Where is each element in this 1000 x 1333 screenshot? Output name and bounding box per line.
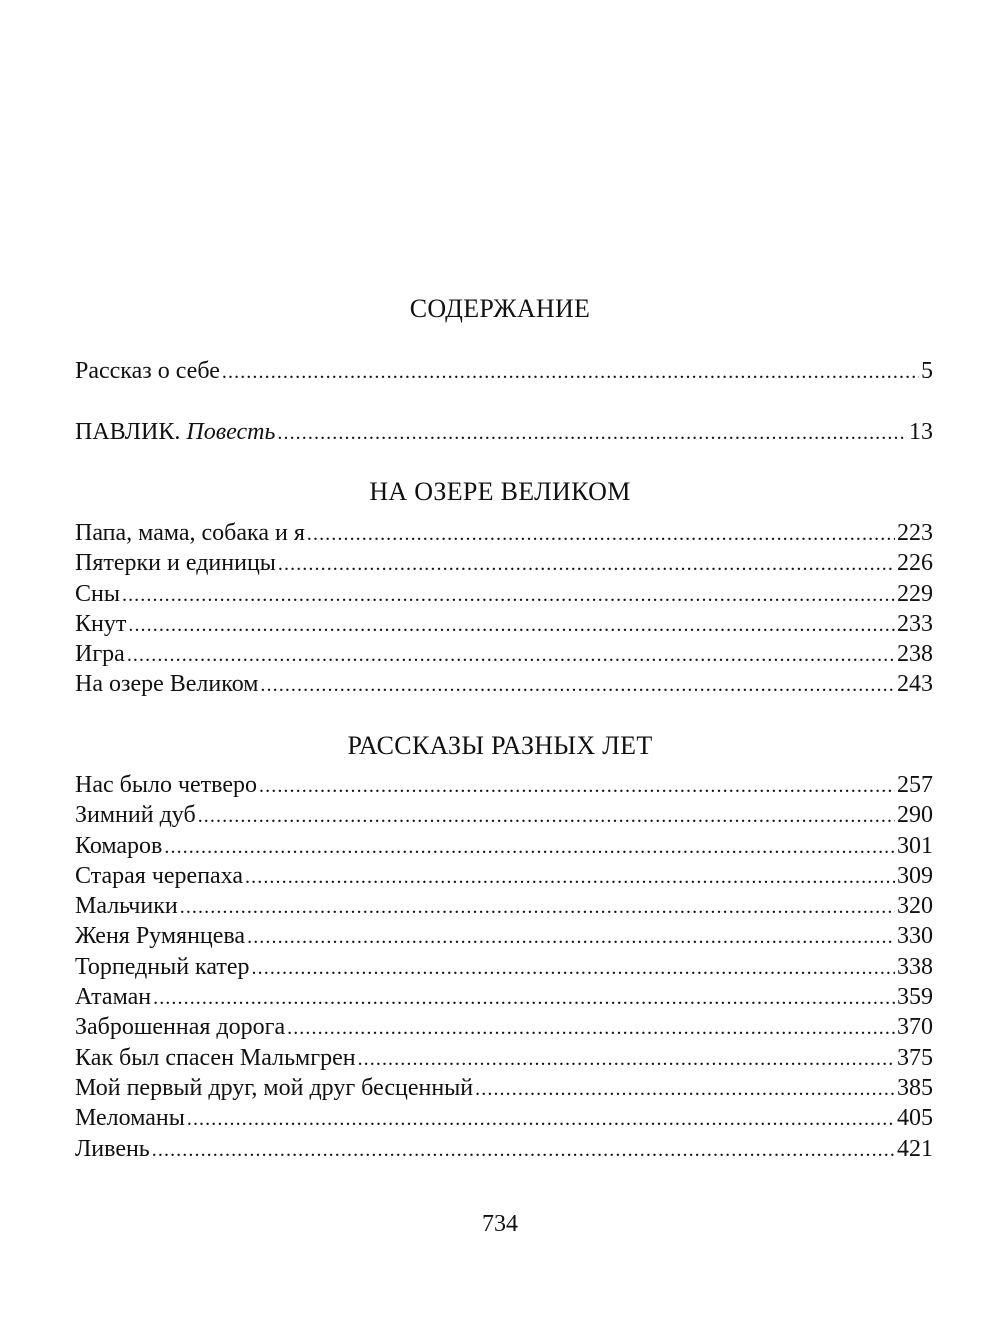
toc-entry-page: 223	[897, 520, 933, 546]
toc-entry-title: Зимний дуб	[75, 802, 196, 829]
toc-entry	[75, 417, 933, 447]
dot-leader	[358, 1044, 895, 1074]
toc-entry-title: Нас было четверо	[75, 772, 258, 798]
dot-leader	[164, 832, 895, 862]
dot-leader	[245, 862, 895, 892]
dot-leader	[260, 670, 895, 700]
toc-entry	[75, 1043, 933, 1073]
dot-leader	[127, 640, 895, 670]
toc-entry-page: 301	[897, 832, 933, 859]
toc-entry-title: Мальчики	[75, 893, 178, 920]
toc-entry	[75, 1134, 933, 1164]
dot-leader	[252, 953, 895, 983]
toc-entry	[75, 548, 933, 578]
toc-entry-title: Заброшенная дорога	[75, 1014, 286, 1041]
toc-entry-page: 290	[897, 802, 933, 829]
toc-entry-page: 243	[897, 671, 933, 698]
toc-entry-title: Старая черепаха	[75, 862, 244, 889]
toc-entry-title	[75, 417, 275, 447]
toc-entry-title: Мой первый друг, мой друг бесценный	[75, 1074, 474, 1101]
toc-entry	[75, 669, 933, 699]
toc-entry-page: 320	[897, 893, 933, 920]
toc-front-entry	[75, 417, 933, 447]
dot-leader	[153, 983, 895, 1013]
toc-entry-title: Атаман	[75, 984, 152, 1011]
toc-entry-title: На озере Великом	[75, 671, 259, 698]
dot-leader	[180, 892, 895, 922]
dot-leader	[278, 549, 895, 579]
dot-leader	[198, 801, 895, 831]
dot-leader	[222, 357, 919, 387]
toc-entry	[75, 982, 933, 1012]
toc-entry-title: Как был спасен Мальмгрен	[75, 1044, 356, 1071]
toc-entry-genre: Повесть	[186, 419, 276, 445]
toc-entry	[75, 831, 933, 861]
toc-entry-title: Игра	[75, 641, 125, 668]
toc-entry-title: Женя Румянцева	[75, 923, 246, 950]
toc-entry-title: Торпедный катер	[75, 953, 250, 980]
toc-entry-page: 359	[897, 984, 933, 1011]
dot-leader	[259, 771, 895, 801]
toc-section-list	[75, 770, 933, 1164]
dot-leader	[277, 418, 907, 448]
dot-leader	[187, 1104, 895, 1134]
toc-entry	[75, 1073, 933, 1103]
toc-entry-page: 226	[897, 550, 933, 577]
toc-entry	[75, 861, 933, 891]
toc-entry-page: 257	[897, 772, 933, 798]
toc-front-entry	[75, 356, 933, 386]
toc-entry	[75, 639, 933, 669]
toc-entry-page: 5	[921, 358, 933, 384]
toc-entry-title: Сны	[75, 580, 120, 607]
section-heading: РАССКАЗЫ РАЗНЫХ ЛЕТ	[347, 731, 653, 760]
toc-entry-page: 375	[897, 1044, 933, 1071]
toc-entry-page: 238	[897, 641, 933, 668]
toc-entry-main-title: ПАВЛИК.	[75, 419, 187, 445]
toc-entry-title: Пятерки и единицы	[75, 550, 276, 577]
toc-entry-page: 370	[897, 1014, 933, 1041]
toc-entry-page: 233	[897, 610, 933, 637]
dot-leader	[307, 519, 895, 549]
toc-entry-title: Комаров	[75, 832, 163, 859]
toc-entry	[75, 921, 933, 951]
toc-entry-title: Меломаны	[75, 1105, 185, 1132]
toc-entry-title: Папа, мама, собака и я	[75, 520, 305, 546]
contents-title: СОДЕРЖАНИЕ	[409, 294, 591, 323]
dot-leader	[128, 610, 895, 640]
toc-entry-page: 309	[897, 862, 933, 889]
toc-entry	[75, 356, 933, 386]
dot-leader	[287, 1013, 895, 1043]
toc-entry	[75, 891, 933, 921]
toc-entry-page: 421	[897, 1135, 933, 1162]
toc-section-list	[75, 518, 933, 700]
toc-entry-page: 405	[897, 1105, 933, 1132]
toc-entry	[75, 952, 933, 982]
toc-entry-page: 13	[909, 419, 933, 445]
dot-leader	[475, 1074, 895, 1104]
dot-leader	[152, 1135, 895, 1165]
toc-entry	[75, 609, 933, 639]
toc-entry-title: Рассказ о себе	[75, 358, 220, 384]
toc-entry	[75, 518, 933, 548]
toc-entry-page: 338	[897, 953, 933, 980]
toc-entry	[75, 770, 933, 800]
toc-entry-page: 330	[897, 923, 933, 950]
toc-entry-title: Ливень	[75, 1135, 150, 1162]
toc-entry	[75, 1012, 933, 1042]
dot-leader	[122, 580, 895, 610]
page-number: 734	[482, 1211, 518, 1237]
section-heading: НА ОЗЕРЕ ВЕЛИКОМ	[369, 477, 631, 506]
toc-entry	[75, 1103, 933, 1133]
toc-entry-page: 229	[897, 580, 933, 607]
toc-entry-title: Кнут	[75, 610, 127, 637]
toc-entry	[75, 800, 933, 830]
toc-entry-page: 385	[897, 1074, 933, 1101]
toc-entry	[75, 579, 933, 609]
dot-leader	[247, 922, 895, 952]
